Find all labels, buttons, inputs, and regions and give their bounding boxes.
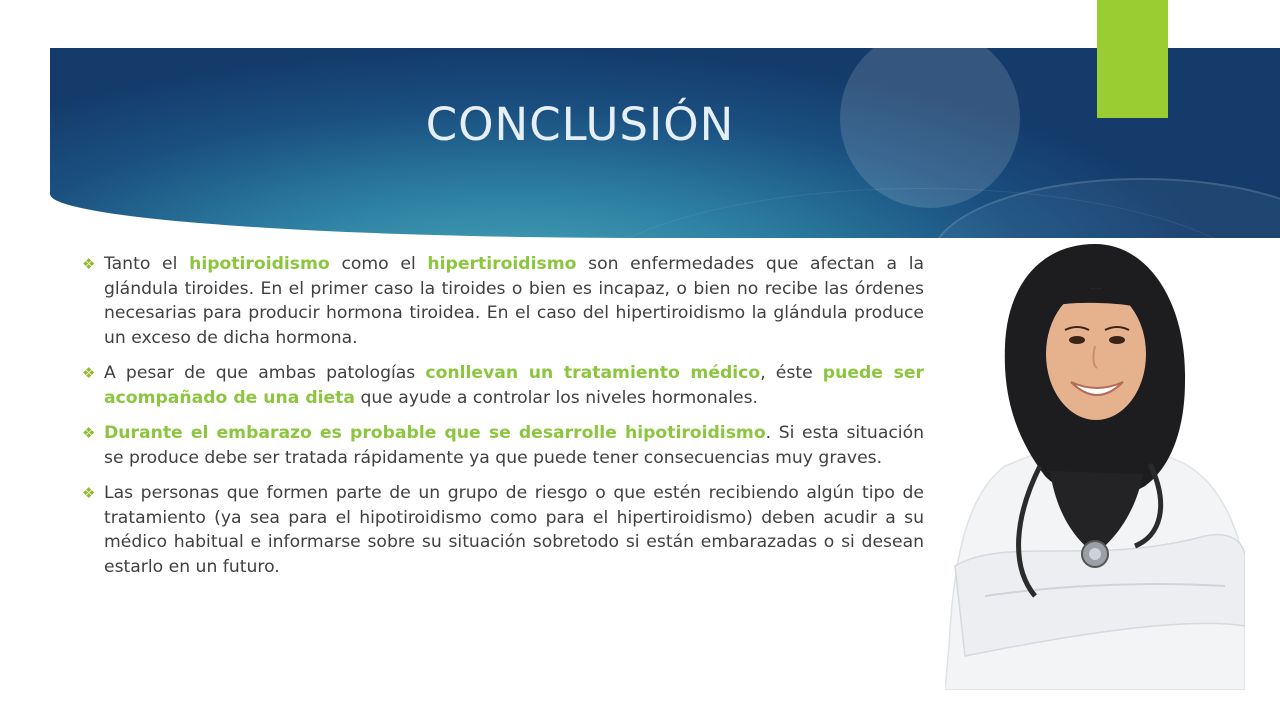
- diamond-bullet-icon: ❖: [82, 484, 96, 502]
- diamond-bullet-icon: ❖: [82, 364, 96, 382]
- bullet-text: , éste: [760, 363, 823, 383]
- bullet-item: [82, 361, 924, 410]
- slide-title: CONCLUSIÓN: [425, 98, 735, 151]
- bullet-text: como el: [329, 254, 428, 274]
- bullet-list: [82, 252, 924, 590]
- banner-circle-decoration: [840, 48, 1020, 208]
- bullet-item: [82, 252, 924, 350]
- diamond-bullet-icon: ❖: [82, 424, 96, 442]
- bullet-item: [82, 481, 924, 579]
- doctor-photo: [945, 236, 1245, 690]
- diamond-bullet-icon: ❖: [82, 255, 96, 273]
- bullet-item: [82, 421, 924, 470]
- bullet-text: Las personas que formen parte de un grupo de riesgo o que estén recibiendo algún tipo de tratamiento (ya sea para el hipotiroidismo como para el hipertiroidismo) deben acudir a su médico habitual e informarse sobre su situación sobretodo si están embarazadas o si desean estarlo en un futuro.: [104, 483, 924, 577]
- highlight-text: Durante el embarazo es probable que se desarrolle hipotiroidismo: [104, 423, 766, 443]
- highlight-text: conllevan un tratamiento médico: [425, 363, 761, 383]
- accent-bar: [1097, 0, 1168, 118]
- bullet-text: A pesar de que ambas patologías: [104, 363, 426, 383]
- highlight-text: hipertiroidismo: [427, 254, 577, 274]
- bullet-text: Tanto el: [104, 254, 190, 274]
- bullet-text: . Si esta situación se produce debe ser tratada rápidamente ya que puede tener consecuencias muy graves.: [104, 423, 924, 468]
- highlight-text: puede ser acompañado de una dieta: [104, 363, 924, 408]
- bullet-text: que ayude a controlar los niveles hormonales.: [355, 387, 758, 408]
- bullet-text: son enfermedades que afectan a la glándula tiroides. En el primer caso la tiroides o bien es incapaz, o bien no recibe las órdenes necesarias para producir hormona tiroidea. En el caso del hipertiroidismo la glándula produce un exceso de dicha hormona.: [104, 254, 924, 348]
- highlight-text: hipotiroidismo: [189, 254, 330, 274]
